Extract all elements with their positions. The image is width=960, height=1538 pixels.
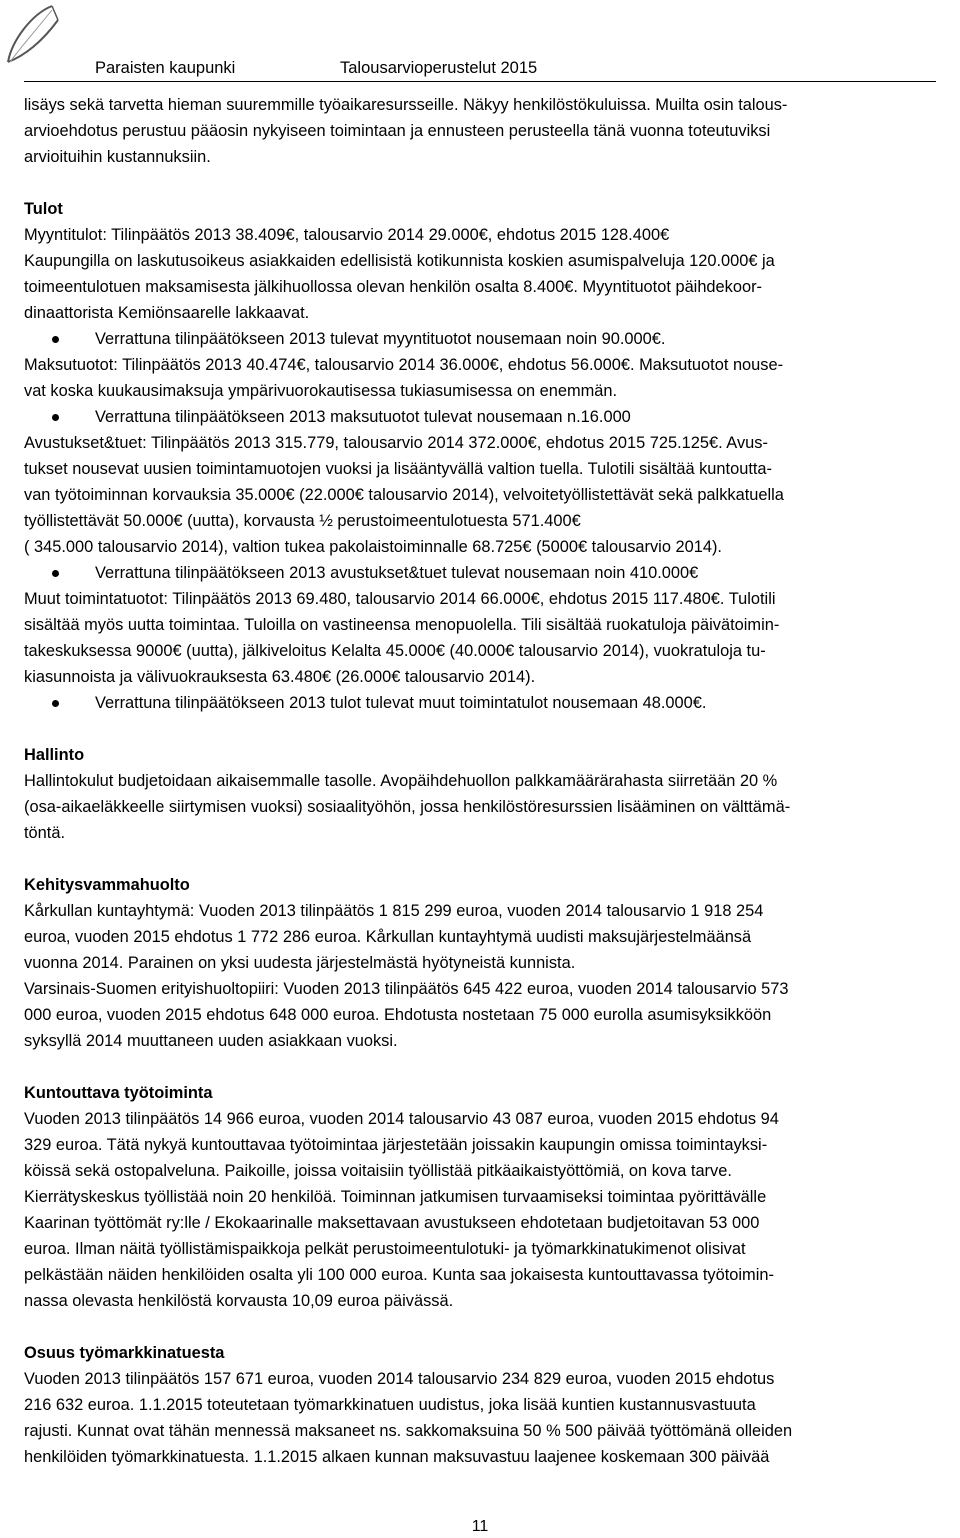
- body-line: Kårkullan kuntayhtymä: Vuoden 2013 tilinpäätös 1 815 299 euroa, vuoden 2014 talousarvio 1 918 254: [24, 902, 764, 920]
- body-line: Myyntitulot: Tilinpäätös 2013 38.409€, talousarvio 2014 29.000€, ehdotus 2015 128.400€: [24, 226, 670, 244]
- body-line: Kaarinan työttömät ry:lle / Ekokaarinalle maksettavaan avustukseen ehdotetaan budjetoitavan 53 000: [24, 1214, 760, 1232]
- section-heading-hallinto: Hallinto: [24, 746, 85, 764]
- body-line: euroa. Ilman näitä työllistämispaikkoja pelkät perustoimeentulotuki- ja työmarkkinatukimenot olisivat: [24, 1240, 746, 1258]
- body-line: lisäys sekä tarvetta hieman suuremmille työaikaresursseille. Näkyy henkilöstökuluissa. Muilta osin talous-: [24, 96, 788, 114]
- body-line: Kaupungilla on laskutusoikeus asiakkaiden edellisistä kotikunnista koskien asumispalveluja 120.000€ ja: [24, 252, 775, 270]
- city-logo-icon: [2, 0, 66, 66]
- body-line: Vuoden 2013 tilinpäätös 14 966 euroa, vuoden 2014 talousarvio 43 087 euroa, vuoden 2015 ehdotus 94: [24, 1110, 779, 1128]
- bullet-item: Verrattuna tilinpäätökseen 2013 tulot tulevat muut toimintatulot nousemaan 48.000€.: [24, 690, 954, 716]
- body-line: van työtoiminnan korvauksia 35.000€ (22.000€ talousarvio 2014), velvoitetyöllistettävät sekä palkkatuella: [24, 486, 784, 504]
- body-line: arvioehdotus perustuu pääosin nykyiseen toimintaan ja ennusteen perusteella tänä vuonna toteutuviksi: [24, 122, 771, 140]
- body-line: ( 345.000 talousarvio 2014), valtion tukea pakolaistoiminnalle 68.725€ (5000€ talousarvio 2014).: [24, 538, 722, 556]
- paragraph-gap: [24, 170, 954, 196]
- body-line: henkilöiden työmarkkinatuesta. 1.1.2015 alkaen kunnan maksuvastuu laajenee koskemaan 300 päivää: [24, 1448, 770, 1466]
- body-line: 329 euroa. Tätä nykyä kuntouttavaa työtoimintaa järjestetään joissakin kaupungin omissa toimintayksi-: [24, 1136, 768, 1154]
- paragraph-gap: [24, 1314, 954, 1340]
- body-line: sisältää myös uutta toimintaa. Tuloilla on vastineensa menopuolella. Tili sisältää ruokatuloja päivätoimin-: [24, 616, 780, 634]
- body-line: Muut toimintatuotot: Tilinpäätös 2013 69.480, talousarvio 2014 66.000€, ehdotus 2015 117.480€. Tulotili: [24, 590, 776, 608]
- body-line: Kierrätyskeskus työllistää noin 20 henkilöä. Toiminnan jatkumisen turvaamiseksi toimintaa pyörittävälle: [24, 1188, 767, 1206]
- section-heading-kuntouttava-tyotoiminta: Kuntouttava työtoiminta: [24, 1084, 213, 1102]
- header-organization: Paraisten kaupunki: [95, 59, 236, 77]
- section-heading-tulot: Tulot: [24, 200, 63, 218]
- body-line: (osa-aikaeläkkeelle siirtymisen vuoksi) sosiaalityöhön, jossa henkilöstöresurssien lisääminen on välttämä-: [24, 798, 791, 816]
- body-line: syksyllä 2014 muuttaneen uuden asiakkaan vuoksi.: [24, 1032, 398, 1050]
- paragraph-gap: [24, 846, 954, 872]
- body-line: arvioituihin kustannuksiin.: [24, 148, 211, 166]
- body-line: köissä sekä ostopalveluna. Paikoille, joissa voitaisiin työllistää pitkäaikaistyöttömiä, on kova tarve.: [24, 1162, 732, 1180]
- header-document-title: Talousarvioperustelut 2015: [340, 59, 538, 77]
- body-line: vuonna 2014. Parainen on yksi uudesta järjestelmästä hyötyneistä kunnista.: [24, 954, 576, 972]
- document-body: [24, 92, 954, 1470]
- body-line: vat koska kuukausimaksuja ympärivuorokautisessa tukiasumisessa on enemmän.: [24, 382, 618, 400]
- body-line: töntä.: [24, 824, 66, 842]
- page-number: 11: [471, 1518, 489, 1535]
- body-line: Maksutuotot: Tilinpäätös 2013 40.474€, talousarvio 2014 36.000€, ehdotus 56.000€. Maksutuotot nouse-: [24, 356, 784, 374]
- bullet-item: Verrattuna tilinpäätökseen 2013 maksutuotot tulevat nousemaan n.16.000: [24, 404, 954, 430]
- body-line: nassa olevasta henkilöstä korvausta 10,09 euroa päivässä.: [24, 1292, 454, 1310]
- body-line: 000 euroa, vuoden 2015 ehdotus 648 000 euroa. Ehdotusta nostetaan 75 000 eurolla asumisyksikköön: [24, 1006, 772, 1024]
- body-line: kiasunnoista ja välivuokrauksesta 63.480€ (26.000€ talousarvio 2014).: [24, 668, 536, 686]
- body-line: euroa, vuoden 2015 ehdotus 1 772 286 euroa. Kårkullan kuntayhtymä uudisti maksujärjestelmäänsä: [24, 928, 752, 946]
- body-line: Varsinais-Suomen erityishuoltopiiri: Vuoden 2013 tilinpäätös 645 422 euroa, vuoden 2014 talousarvio 573: [24, 980, 789, 998]
- section-heading-osuus-tyomarkkinatuesta: Osuus työmarkkinatuesta: [24, 1344, 225, 1362]
- body-line: työllistettävät 50.000€ (uutta), korvausta ½ perustoimeentulotuesta 571.400€: [24, 512, 581, 530]
- body-line: 216 632 euroa. 1.1.2015 toteutetaan työmarkkinatuen uudistus, joka lisää kuntien kustannusvastuuta: [24, 1396, 756, 1414]
- page-header: [0, 0, 960, 82]
- body-line: takeskuksessa 9000€ (uutta), jälkiveloitus Kelalta 45.000€ (40.000€ talousarvio 2014), vuokratuloja tu-: [24, 642, 766, 660]
- body-line: rajusti. Kunnat ovat tähän mennessä maksaneet ns. sakkomaksuina 50 % 500 päivää työttömänä olleiden: [24, 1422, 793, 1440]
- body-line: toimeentulotuen maksamisesta jälkihuollossa olevan henkilön osalta 8.400€. Myyntituotot päihdekoor-: [24, 278, 763, 296]
- body-line: pelkästään näiden henkilöiden osalta yli 100 000 euroa. Kunta saa jokaisesta kuntouttavassa työtoimin-: [24, 1266, 774, 1284]
- body-line: Vuoden 2013 tilinpäätös 157 671 euroa, vuoden 2014 talousarvio 234 829 euroa, vuoden 2015 ehdotus: [24, 1370, 775, 1388]
- body-line: dinaattorista Kemiönsaarelle lakkaavat.: [24, 304, 310, 322]
- body-line: tukset nousevat uusien toimintamuotojen vuoksi ja lisääntyvällä valtion tuella. Tulotili sisältää kuntoutta-: [24, 460, 773, 478]
- bullet-item: Verrattuna tilinpäätökseen 2013 avustukset&tuet tulevat nousemaan noin 410.000€: [24, 560, 954, 586]
- bullet-item: Verrattuna tilinpäätökseen 2013 tulevat myyntituotot nousemaan noin 90.000€.: [24, 326, 954, 352]
- paragraph-gap: [24, 1054, 954, 1080]
- paragraph-gap: [24, 716, 954, 742]
- header-divider: [24, 81, 936, 82]
- body-line: Avustukset&tuet: Tilinpäätös 2013 315.779, talousarvio 2014 372.000€, ehdotus 2015 725.125€. Avus-: [24, 434, 768, 452]
- section-heading-kehitysvammahuolto: Kehitysvammahuolto: [24, 876, 190, 894]
- body-line: Hallintokulut budjetoidaan aikaisemmalle tasolle. Avopäihdehuollon palkkamäärärahasta siirretään 20 %: [24, 772, 778, 790]
